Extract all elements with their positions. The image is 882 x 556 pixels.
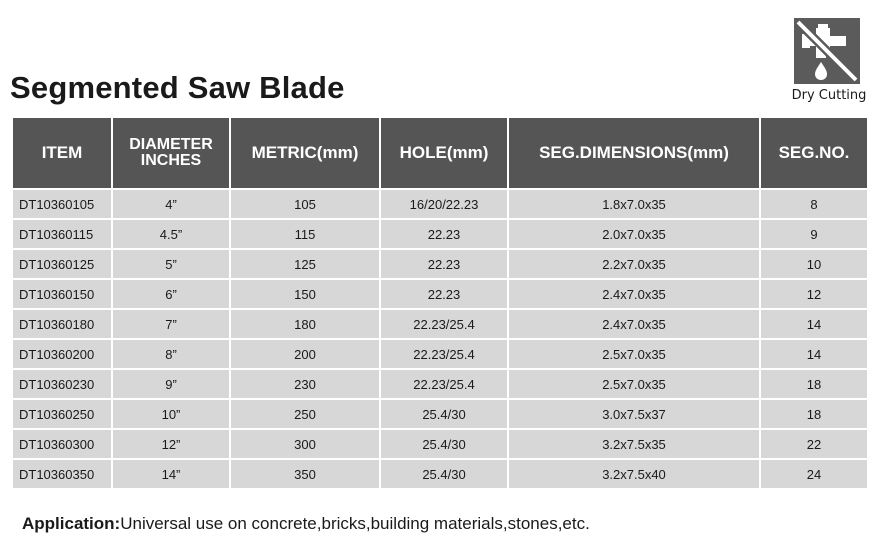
cell-seg-no: 14	[761, 340, 867, 368]
cell-seg-no: 22	[761, 430, 867, 458]
cell-seg-dimensions: 2.4x7.0x35	[509, 280, 759, 308]
header-diameter	[113, 118, 229, 188]
header-seg-dimensions: SEG.DIMENSIONS(mm)	[509, 118, 759, 188]
cell-metric: 180	[231, 310, 379, 338]
table-row	[13, 250, 867, 278]
application-note	[22, 514, 590, 534]
cell-seg-no: 9	[761, 220, 867, 248]
cell-hole: 22.23	[381, 280, 507, 308]
application-text: Universal use on concrete,bricks,building materials,stones,etc.	[120, 514, 590, 533]
cell-diameter: 6”	[113, 280, 229, 308]
cell-hole: 22.23	[381, 220, 507, 248]
cell-diameter: 7”	[113, 310, 229, 338]
cell-hole: 22.23/25.4	[381, 310, 507, 338]
cell-metric: 350	[231, 460, 379, 488]
dry-cutting-icon	[794, 18, 860, 84]
cell-seg-no: 12	[761, 280, 867, 308]
cell-hole: 25.4/30	[381, 400, 507, 428]
cell-item: DT10360250	[13, 400, 111, 428]
table-row	[13, 220, 867, 248]
cell-hole: 22.23/25.4	[381, 370, 507, 398]
table-row	[13, 430, 867, 458]
cell-seg-dimensions: 2.5x7.0x35	[509, 370, 759, 398]
cell-diameter: 9”	[113, 370, 229, 398]
cell-item: DT10360180	[13, 310, 111, 338]
cell-seg-no: 18	[761, 370, 867, 398]
cell-diameter: 14”	[113, 460, 229, 488]
header-seg-no: SEG.NO.	[761, 118, 867, 188]
cell-diameter: 4.5”	[113, 220, 229, 248]
cell-metric: 300	[231, 430, 379, 458]
cell-seg-dimensions: 2.4x7.0x35	[509, 310, 759, 338]
cell-hole: 25.4/30	[381, 430, 507, 458]
table-body	[13, 190, 867, 488]
cell-hole: 22.23/25.4	[381, 340, 507, 368]
table-row	[13, 460, 867, 488]
cell-metric: 125	[231, 250, 379, 278]
cell-diameter: 10”	[113, 400, 229, 428]
cell-seg-no: 14	[761, 310, 867, 338]
cell-item: DT10360300	[13, 430, 111, 458]
cell-metric: 230	[231, 370, 379, 398]
cell-item: DT10360350	[13, 460, 111, 488]
cell-seg-no: 24	[761, 460, 867, 488]
cell-seg-dimensions: 2.5x7.0x35	[509, 340, 759, 368]
cell-item: DT10360230	[13, 370, 111, 398]
header-diameter-line1: DIAMETER	[129, 136, 213, 153]
cell-item: DT10360150	[13, 280, 111, 308]
cell-diameter: 5”	[113, 250, 229, 278]
cell-seg-dimensions: 1.8x7.0x35	[509, 190, 759, 218]
header-item: ITEM	[13, 118, 111, 188]
cell-item: DT10360200	[13, 340, 111, 368]
cell-hole: 16/20/22.23	[381, 190, 507, 218]
cell-diameter: 4”	[113, 190, 229, 218]
application-label: Application:	[22, 514, 121, 533]
cell-seg-dimensions: 3.2x7.5x40	[509, 460, 759, 488]
cell-metric: 115	[231, 220, 379, 248]
dry-cutting-label: Dry Cutting	[791, 88, 867, 103]
cell-item: DT10360105	[13, 190, 111, 218]
table-row	[13, 280, 867, 308]
table-row	[13, 190, 867, 218]
table-row	[13, 340, 867, 368]
table-row	[13, 310, 867, 338]
cell-diameter: 8”	[113, 340, 229, 368]
page-title: Segmented Saw Blade	[10, 70, 345, 105]
cell-seg-dimensions: 3.2x7.5x35	[509, 430, 759, 458]
table-header-row	[13, 118, 867, 188]
cell-seg-no: 18	[761, 400, 867, 428]
cell-seg-no: 10	[761, 250, 867, 278]
header-metric: METRIC(mm)	[231, 118, 379, 188]
cell-metric: 250	[231, 400, 379, 428]
cell-seg-dimensions: 3.0x7.5x37	[509, 400, 759, 428]
cell-seg-dimensions: 2.0x7.0x35	[509, 220, 759, 248]
cell-hole: 25.4/30	[381, 460, 507, 488]
cell-hole: 22.23	[381, 250, 507, 278]
header-hole: HOLE(mm)	[381, 118, 507, 188]
cell-seg-no: 8	[761, 190, 867, 218]
cell-metric: 150	[231, 280, 379, 308]
table-row	[13, 370, 867, 398]
header-diameter-line2: INCHES	[140, 152, 202, 169]
table-row	[13, 400, 867, 428]
faucet-drop-icon	[794, 18, 860, 84]
cell-metric: 105	[231, 190, 379, 218]
cell-item: DT10360125	[13, 250, 111, 278]
cell-seg-dimensions: 2.2x7.0x35	[509, 250, 759, 278]
cell-diameter: 12”	[113, 430, 229, 458]
cell-item: DT10360115	[13, 220, 111, 248]
cell-metric: 200	[231, 340, 379, 368]
specs-table	[11, 116, 869, 490]
